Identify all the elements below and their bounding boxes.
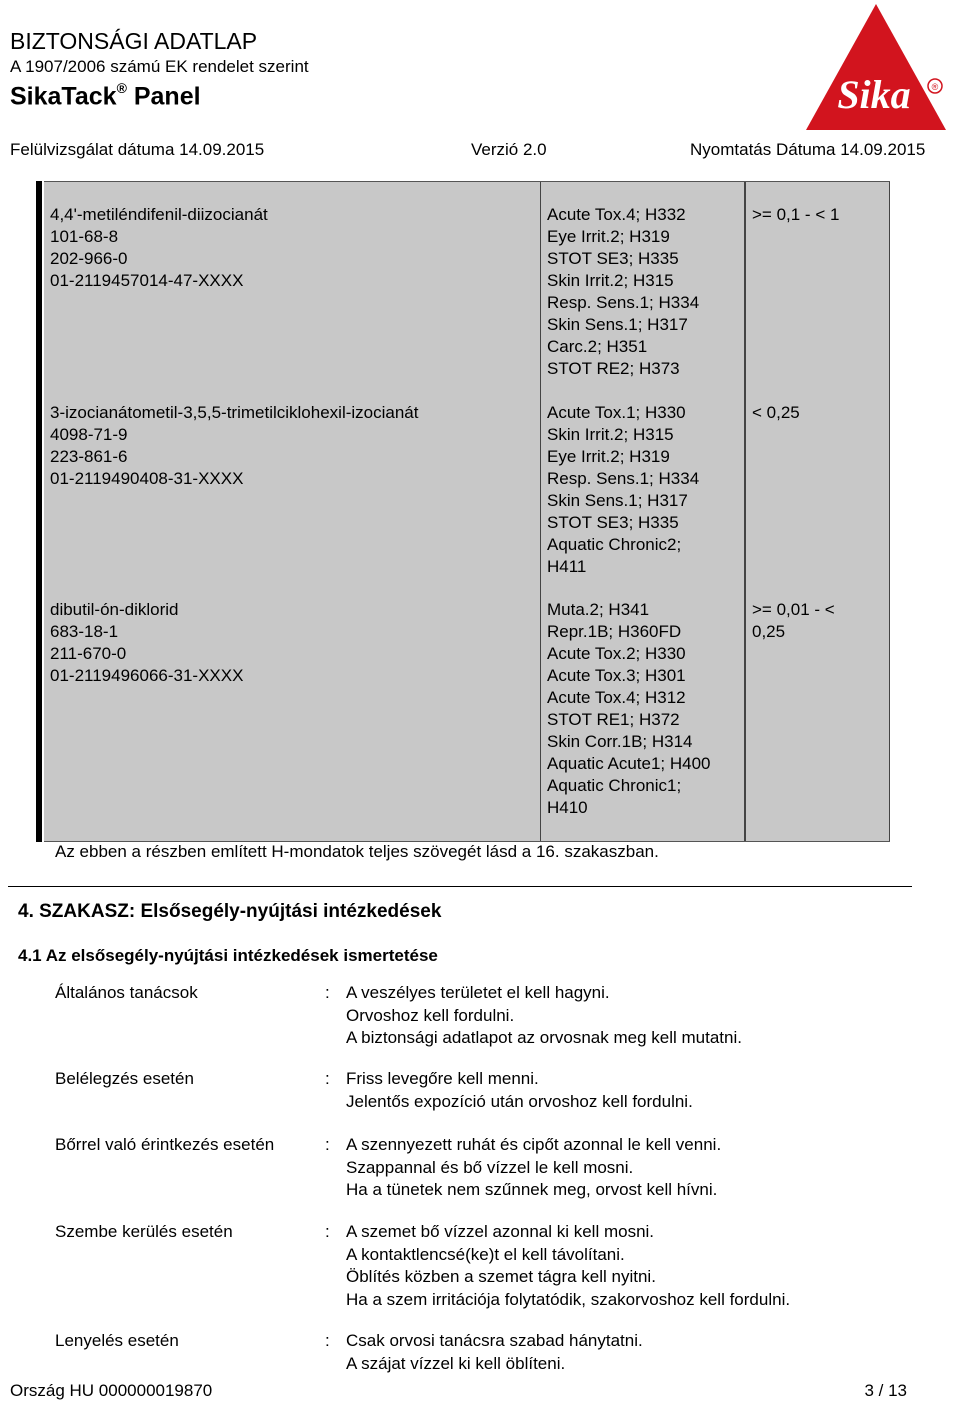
page-number: 3 / 13 xyxy=(864,1381,907,1400)
concentration-column xyxy=(745,181,890,842)
component-name xyxy=(50,402,418,490)
first-aid-line: A biztonsági adatlapot az orvosnak meg kell mutatni. xyxy=(346,1028,742,1047)
table-cell: 01-2119490408-31-XXXX xyxy=(50,469,244,488)
first-aid-text xyxy=(346,1221,790,1311)
first-aid-line: Ha a tünetek nem szűnnek meg, orvost kell hívni. xyxy=(346,1180,718,1199)
table-left-bar xyxy=(36,181,42,842)
table-cell: Resp. Sens.1; H334 xyxy=(547,293,700,312)
table-cell: Eye Irrit.2; H319 xyxy=(547,447,670,466)
table-cell: Acute Tox.4; H312 xyxy=(547,688,686,707)
table-cell: Resp. Sens.1; H334 xyxy=(547,469,700,488)
colon-separator: : xyxy=(325,983,330,1002)
table-cell: 101-68-8 xyxy=(50,227,119,246)
table-cell: Acute Tox.2; H330 xyxy=(547,644,686,663)
document-title: BIZTONSÁGI ADATLAP xyxy=(10,28,258,54)
table-top-line xyxy=(44,181,890,182)
table-cell: Skin Irrit.2; H315 xyxy=(547,271,674,290)
first-aid-label: Bőrrel való érintkezés esetén xyxy=(55,1135,275,1154)
colon-separator: : xyxy=(325,1135,330,1154)
first-aid-line: Ha a szem irritációja folytatódik, szakorvoshoz kell fordulni. xyxy=(346,1289,791,1309)
version: Verzió 2.0 xyxy=(471,140,547,159)
first-aid-line: Szappannal és bő vízzel le kell mosni. xyxy=(346,1157,634,1177)
table-cell: Skin Sens.1; H317 xyxy=(547,491,688,510)
first-aid-line: A veszélyes területet el kell hagyni. xyxy=(346,983,610,1002)
first-aid-line: Öblítés közben a szemet tágra kell nyitni. xyxy=(346,1267,656,1286)
table-cell: 0,25 xyxy=(752,622,786,641)
table-cell: Repr.1B; H360FD xyxy=(547,622,682,641)
table-cell: STOT SE3; H335 xyxy=(547,249,679,268)
table-cell: H410 xyxy=(547,798,588,817)
classification xyxy=(547,402,699,578)
product-name-suffix: Panel xyxy=(133,82,201,111)
table-cell: STOT SE3; H335 xyxy=(547,513,679,532)
table-cell: 4,4'-metiléndifenil-diizocianát xyxy=(50,205,268,224)
table-note: Az ebben a részben említett H-mondatok teljes szövegét lásd a 16. szakaszban. xyxy=(55,842,659,861)
section-divider xyxy=(8,886,912,887)
first-aid-text xyxy=(346,1068,693,1113)
logo-text: Sika xyxy=(837,72,911,117)
first-aid-line: A szennyezett ruhát és cipőt azonnal le kell venni. xyxy=(346,1135,722,1154)
table-cell: Eye Irrit.2; H319 xyxy=(547,227,670,246)
first-aid-line: Orvoshoz kell fordulni. xyxy=(346,1005,515,1025)
table-cell: STOT RE1; H372 xyxy=(547,710,680,729)
table-cell: 01-2119457014-47-XXXX xyxy=(50,271,244,290)
first-aid-line: Friss levegőre kell menni. xyxy=(346,1069,539,1088)
footer-country: Ország HU 000000019870 xyxy=(10,1381,213,1400)
first-aid-label: Általános tanácsok xyxy=(55,983,198,1002)
first-aid-line: A szájat vízzel ki kell öblíteni. xyxy=(346,1353,566,1373)
table-cell: STOT RE2; H373 xyxy=(547,359,680,378)
table-cell: 683-18-1 xyxy=(50,622,119,641)
table-cell: Skin Corr.1B; H314 xyxy=(547,732,693,751)
classification xyxy=(547,204,699,380)
table-cell: 01-2119496066-31-XXXX xyxy=(50,666,244,685)
table-cell: 3-izocianátometil-3,5,5-trimetilciklohexil-izocianát xyxy=(50,403,419,422)
table-cell: Aquatic Chronic1; xyxy=(547,776,682,795)
table-cell: Acute Tox.3; H301 xyxy=(547,666,686,685)
product-name-text: SikaTack xyxy=(10,82,117,111)
table-cell: 4098-71-9 xyxy=(50,425,128,444)
concentration xyxy=(752,599,835,643)
first-aid-line: A kontaktlencsé(ke)t el kell távolítani. xyxy=(346,1244,625,1264)
first-aid-line: Jelentős expozíció után orvoshoz kell fordulni. xyxy=(346,1091,693,1111)
table-cell: Acute Tox.1; H330 xyxy=(547,403,686,422)
component-name xyxy=(50,204,268,292)
colon-separator: : xyxy=(325,1331,330,1350)
first-aid-text xyxy=(346,1134,721,1202)
table-cell: >= 0,01 - < xyxy=(752,600,835,619)
table-cell: H411 xyxy=(547,557,587,576)
first-aid-line: Csak orvosi tanácsra szabad hánytatni. xyxy=(346,1331,643,1350)
regulation-line: A 1907/2006 számú EK rendelet szerint xyxy=(10,57,309,76)
table-cell: Acute Tox.4; H332 xyxy=(547,205,686,224)
first-aid-label: Szembe kerülés esetén xyxy=(55,1222,233,1241)
table-cell: 211-670-0 xyxy=(50,644,127,663)
logo-registered-mark: ® xyxy=(931,82,939,92)
print-date: Nyomtatás Dátuma 14.09.2015 xyxy=(690,140,926,159)
concentration xyxy=(752,204,839,226)
table-cell: Muta.2; H341 xyxy=(547,600,650,619)
table-cell: Aquatic Acute1; H400 xyxy=(547,754,711,773)
section-heading: 4. SZAKASZ: Elsősegély-nyújtási intézkedések xyxy=(18,901,442,922)
concentration xyxy=(752,402,800,424)
first-aid-text xyxy=(346,1330,643,1375)
table-cell: 223-861-6 xyxy=(50,447,128,466)
component-name xyxy=(50,599,243,687)
first-aid-label: Lenyelés esetén xyxy=(55,1331,179,1350)
sika-logo-icon xyxy=(806,4,946,130)
table-cell: Skin Sens.1; H317 xyxy=(547,315,688,334)
table-cell: dibutil-ón-diklorid xyxy=(50,600,179,619)
table-cell: >= 0,1 - < 1 xyxy=(752,205,840,224)
first-aid-text xyxy=(346,982,742,1050)
table-cell: Skin Irrit.2; H315 xyxy=(547,425,674,444)
subsection-heading: 4.1 Az elsősegély-nyújtási intézkedések ismertetése xyxy=(18,946,438,965)
colon-separator: : xyxy=(325,1069,330,1088)
table-cell: 202-966-0 xyxy=(50,249,128,268)
table-cell: Carc.2; H351 xyxy=(547,337,648,356)
colon-separator: : xyxy=(325,1222,330,1241)
revision-date: Felülvizsgálat dátuma 14.09.2015 xyxy=(10,140,265,159)
table-cell: < 0,25 xyxy=(752,403,800,422)
first-aid-line: A szemet bő vízzel azonnal ki kell mosni. xyxy=(346,1222,655,1241)
product-name xyxy=(10,82,201,111)
classification xyxy=(547,599,711,819)
first-aid-label: Belélegzés esetén xyxy=(55,1069,194,1088)
table-cell: Aquatic Chronic2; xyxy=(547,535,682,554)
product-registered-mark: ® xyxy=(116,80,127,96)
